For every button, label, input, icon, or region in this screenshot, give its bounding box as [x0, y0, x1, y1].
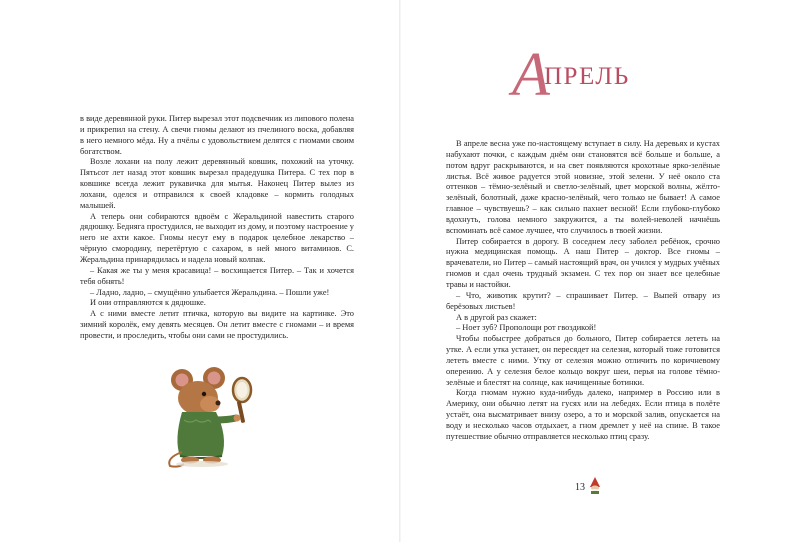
left-paragraph: А теперь они собираются вдвоём с Жеральдиной навестить старого дядюшку. Бедняга простудился, не выходит из дому, и поэтому настроение у него не ахти какое. Гномы несут ему в подарок целебное лекарство – чёрную смородину, перетёртую с сахаром, в ней много витаминов. С. Жеральдина принарядилась и надела новый колпак.: [80, 211, 354, 264]
left-paragraph: – Ладно, ладно, – смущённо улыбается Жеральдина. – Пошли уже!: [90, 287, 330, 297]
right-paragraph: Чтобы побыстрее добраться до больного, Питер собирается лететь на утке. А если утка устанет, он пересядет на селезня, который тоже готовится лететь вместе с ними. Утку от селезня можно отличить по коричневому оперению. А у селезня белое кольцо вокруг шеи, перья на голове тёмно-зелёные и блестят на солнце, как начищенные ботинки.: [446, 334, 720, 387]
left-paragraph: Возле лохани на полу лежит деревянный ковшик, похожий на уточку. Пятьсот лет назад этот ковшик вырезал прадедушка Питера. С тех пор в ковшике всегда лежит рукавичка для мытья. Наконец Питер вылез из лохани, оделся и отправился к своей кладовке – кормить голодных малышей.: [80, 157, 354, 210]
title-rest: ПРЕЛЬ: [544, 63, 630, 90]
left-page-text: [80, 114, 354, 342]
title-initial: А: [512, 41, 550, 109]
mouse-with-mirror-icon: [160, 360, 260, 470]
gnome-icon: [588, 477, 602, 495]
right-page-text: [446, 139, 720, 443]
right-paragraph: – Что, животик крутит? – спрашивает Питер. – Выпей отвару из берёзовых листьев!: [446, 290, 720, 311]
right-paragraph: В апреле весна уже по-настоящему вступает в силу. На деревьях и кустах набухают почки, с каждым днём они становятся всё больше и больше, а потом вдруг раскрываются, и на свет появляются крохотные ярко-зелёные листья. Всё живое радуется этой новизне, этой зелени. У неё около ста оттенков – тёмно-зелёный и светло-зелёный, цвет морской волны, жёлто-зелёный, болотный, даже красно-зелёный, чего только не бывает! А самое главное – чувствуешь? – как сильно пахнет весной! Если глубоко-глубоко вдохнуть, голова немного закружится, а ты волей-неволей начнёшь вспоминать всё самое лучшее, что случилось в твоей жизни.: [446, 139, 720, 235]
left-paragraph: А с ними вместе летит птичка, которую вы видите на картинке. Это зимний королёк, ему девять месяцев. Он летит вместе с гномами – и время провести, и проследить, чтобы они сами не простудились.: [80, 309, 354, 340]
right-paragraph: – Ноет зуб? Прополощи рот гвоздикой!: [456, 323, 597, 333]
chapter-title: [512, 41, 672, 109]
left-paragraph: в виде деревянной руки. Питер вырезал этот подсвечник из липового полена и прикрепил на стену. А свечи гномы делают из пчелиного воска, добавляя в него немного мёда. Ну а пчёлы с удовольствием делятся с гномами своим богатством.: [80, 114, 354, 156]
left-paragraph: И они отправляются к дядюшке.: [90, 298, 206, 308]
left-paragraph: – Какая же ты у меня красавица! – восхищается Питер. – Так и хочется тебя обнять!: [80, 265, 354, 286]
page-gutter: [399, 0, 401, 542]
right-paragraph: Когда гномам нужно куда-нибудь далеко, например в Россию или в Америку, они обычно летят на гусях или на лебедях. Если птица в полёте устаёт, она высматривает внизу озеро, а то и морской залив, опускается на воду и несколько часов отдыхает, а гном дремлет у неё на спине. В такое путешествие обычно отправляется несколько птиц сразу.: [446, 388, 720, 441]
page-number: 13: [575, 482, 585, 493]
right-paragraph: А в другой раз скажет:: [456, 312, 537, 322]
right-paragraph: Питер собирается в дорогу. В соседнем лесу заболел ребёнок, срочно нужна медицинская помощь. А наш Питер – доктор. Все гномы – врачеватели, но Питер – самый настоящий врач, он учился у мудрых учёных гномов и сдал очень трудный экзамен. С тех пор он знает все целебные травы и настойки.: [446, 236, 720, 289]
